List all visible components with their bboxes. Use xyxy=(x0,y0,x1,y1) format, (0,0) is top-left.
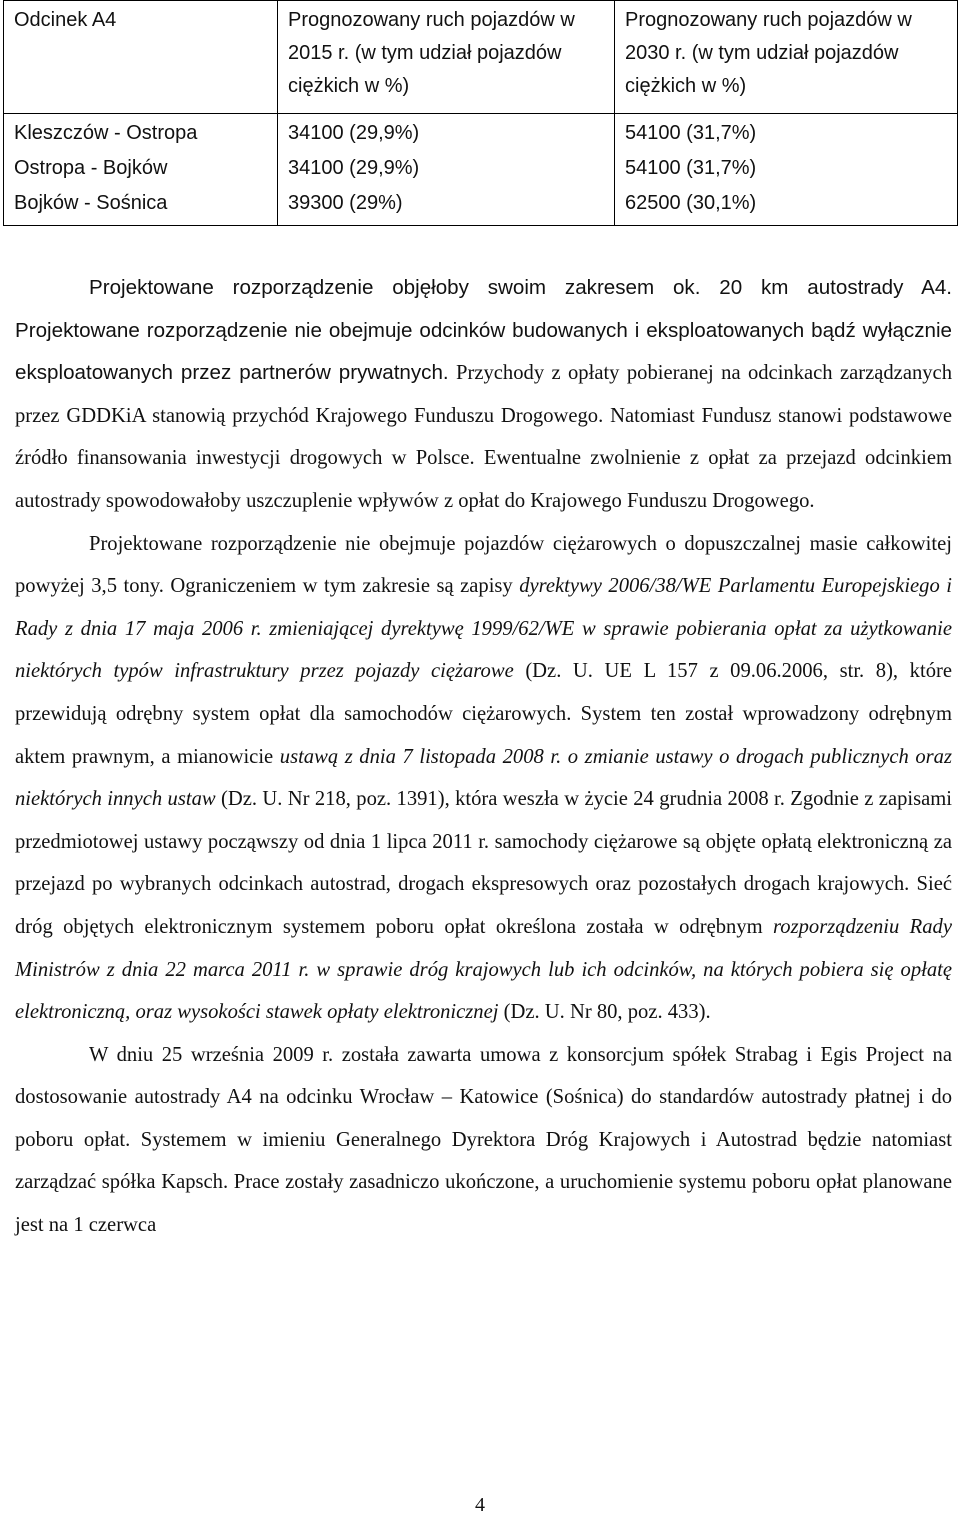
table-cell: 34100 (29,9%) xyxy=(278,114,615,152)
table-cell: 62500 (30,1%) xyxy=(615,186,958,226)
text-run: Projektowane rozporządzenie nie obejmuje pojazdów ciężarowych o dopuszczalnej masie całkowitej powyżej 3,5 tony. Ograniczeniem w tym zakresie są zapisy xyxy=(15,532,952,598)
table-header-row xyxy=(4,1,958,114)
text-run: (Dz. U. Nr 218, poz. 1391), która weszła w życie 24 grudnia 2008 r. Zgodnie z zapisami przedmiotowej ustawy począwszy od dnia 1 lipca 2011 r. samochody ciężarowe są objęte opłatą elektroniczną za przejazd po wybranych odcinkach autostrad, drogach ekspresowych oraz pozostałych drogach krajowych. Sieć dróg objętych elektronicznym systemem poboru opłat określona została w odrębnym xyxy=(15,788,952,938)
paragraph-scope-lead: Projektowane rozporządzenie objęłoby swoim zakresem ok. 20 km autostrady A4. Projektowane rozporządzenie nie obejmuje odcinków budowanych i eksploatowanych bądź wyłącznie eksploatowanych przez partnerów prywatnych. xyxy=(15,276,952,385)
table-cell: 54100 (31,7%) xyxy=(615,114,958,152)
table-row xyxy=(4,151,958,186)
header-2015: Prognozowany ruch pojazdów w 2015 r. (w tym udział pojazdów ciężkich w %) xyxy=(278,1,615,114)
header-section: Odcinek A4 xyxy=(4,1,278,114)
page-number: 4 xyxy=(475,1494,485,1516)
table-cell: Bojków - Sośnica xyxy=(4,186,278,226)
table-cell: 34100 (29,9%) xyxy=(278,151,615,186)
text-run: (Dz. U. UE L 157 z 09.06.2006, str. 8), które przewidują odrębny system opłat dla samochodów ciężarowych. System ten został wprowadzony odrębnym aktem prawnym, a mianowicie xyxy=(15,660,952,768)
table-cell: Ostropa - Bojków xyxy=(4,151,278,186)
directive-citation: dyrektywy 2006/38/WE Parlamentu Europejskiego i Rady z dnia 17 maja 2006 r. zmieniającej dyrektywę 1999/62/WE w sprawie pobierania opłat za użytkowanie niektórych typów infrastruktury przez pojazdy ciężarowe xyxy=(15,575,952,683)
traffic-forecast-table xyxy=(3,0,958,226)
text-run: (Dz. U. Nr 80, poz. 433). xyxy=(498,1001,711,1024)
paragraph-contract: W dniu 25 września 2009 r. została zawarta umowa z konsorcjum spółek Strabag i Egis Project na dostosowanie autostrady A4 na odcinku Wrocław – Katowice (Sośnica) do standardów autostrady płatnej i do poboru opłat. Systemem w imieniu Generalnego Dyrektora Dróg Krajowych i Autostrad będzie natomiast zarządzać spółka Kapsch. Prace zostały zasadniczo ukończone, a uruchomienie systemu poboru opłat planowane jest na 1 czerwca xyxy=(15,1043,952,1237)
table-cell: 39300 (29%) xyxy=(278,186,615,226)
table-cell: Kleszczów - Ostropa xyxy=(4,114,278,152)
table-row xyxy=(4,186,958,226)
paragraph-heavy-vehicles xyxy=(15,523,952,1034)
body-text xyxy=(15,267,952,1247)
table-row xyxy=(4,114,958,152)
regulation-citation: rozporządzeniu Rady Ministrów z dnia 22 marca 2011 r. w sprawie dróg krajowych lub ich odcinków, na których pobiera się opłatę elektroniczną, oraz wysokości stawek opłaty elektronicznej xyxy=(15,915,952,1024)
header-2030: Prognozowany ruch pojazdów w 2030 r. (w tym udział pojazdów ciężkich w %) xyxy=(615,1,958,114)
paragraph-scope xyxy=(15,267,952,523)
act-citation: ustawą z dnia 7 listopada 2008 r. o zmianie ustawy o drogach publicznych oraz niektórych innych ustaw xyxy=(15,745,952,811)
table-cell: 54100 (31,7%) xyxy=(615,151,958,186)
paragraph-scope-rest: Przychody z opłaty pobieranej na odcinkach zarządzanych przez GDDKiA stanowią przychód Krajowego Funduszu Drogowego. Natomiast Fundusz stanowi podstawowe źródło finansowania inwestycji drogowych w Polsce. Ewentualne zwolnienie z opłat za przejazd odcinkiem autostrady spowodowałoby uszczuplenie wpływów z opłat do Krajowego Funduszu Drogowego. xyxy=(15,362,952,512)
